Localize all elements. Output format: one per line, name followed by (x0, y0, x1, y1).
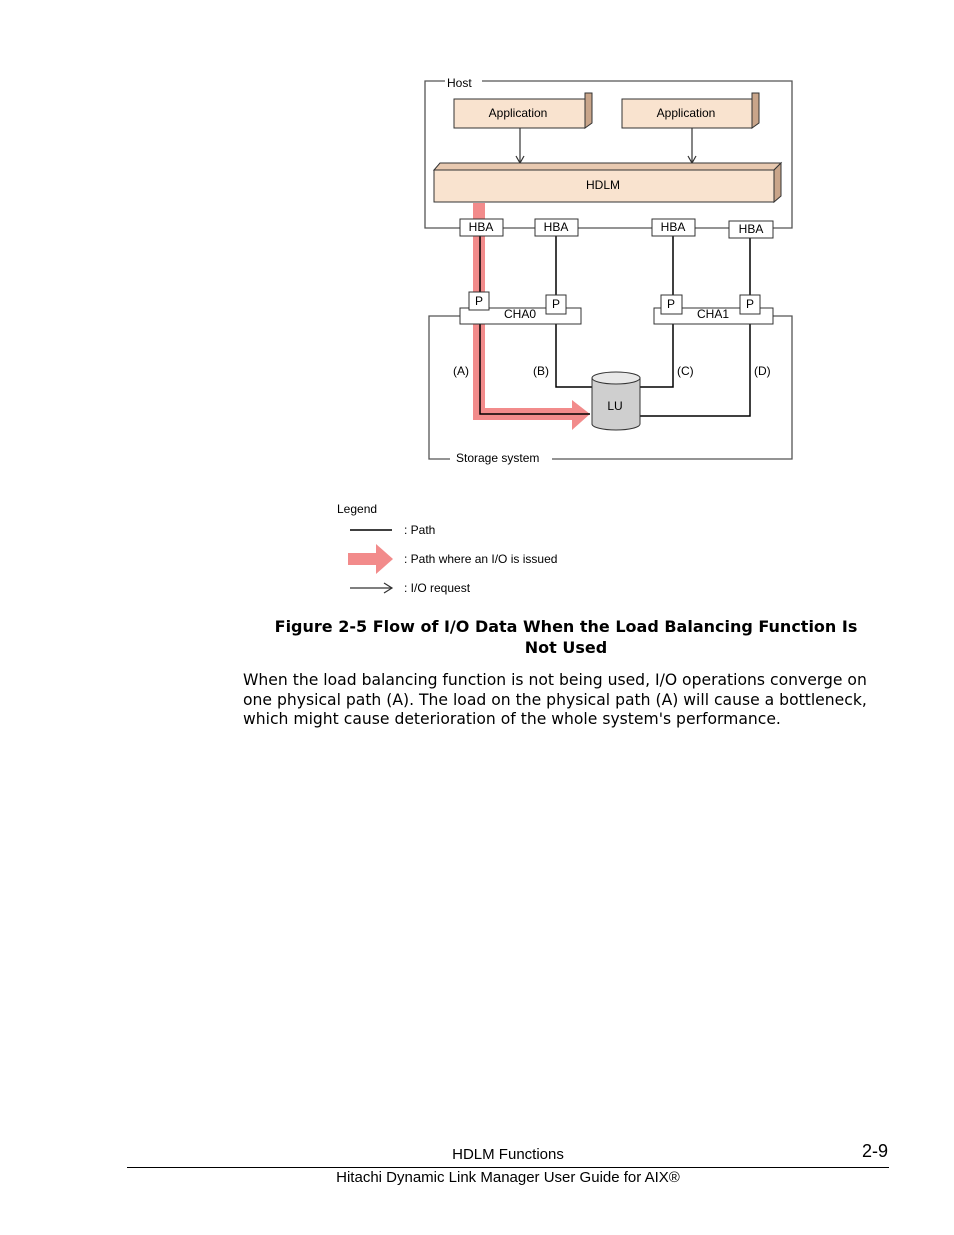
svg-text:P: P (745, 297, 755, 311)
hba-3 (652, 219, 695, 236)
application-label-1: Application (488, 106, 548, 120)
cha1-label: CHA1 (696, 307, 730, 321)
path-label-d: (D) (754, 364, 771, 378)
hba-4 (729, 221, 773, 238)
hdlm-label: HDLM (585, 178, 621, 192)
footer-divider (127, 1167, 889, 1168)
legend (337, 502, 557, 595)
body-paragraph: When the load balancing function is not being used, I/O operations converge on one physical path (A). The load on the physical path (A) will cause a bottleneck, which might cause deterioration of the whole system's performance. (243, 671, 867, 729)
io-request-arrows (516, 128, 696, 163)
svg-text:HBA: HBA (468, 220, 494, 234)
svg-text:HBA: HBA (543, 220, 569, 234)
application-box-2 (622, 93, 759, 128)
lu-cylinder (592, 372, 640, 430)
figure-caption: Figure 2-5 Flow of I/O Data When the Load Balancing Function Is Not Used (274, 617, 858, 657)
legend-io-path-arrow (348, 544, 393, 574)
legend-io-path-label: : Path where an I/O is issued (404, 552, 558, 566)
path-label-b: (B) (533, 364, 549, 378)
svg-text:P: P (666, 297, 676, 311)
port-2 (546, 295, 566, 314)
lu-label: LU (607, 399, 623, 413)
legend-title: Legend (337, 502, 378, 516)
legend-io-request-label: : I/O request (404, 581, 471, 595)
path-label-a: (A) (453, 364, 469, 378)
application-label-2: Application (656, 106, 716, 120)
hba-2 (535, 219, 578, 236)
port-1 (469, 292, 489, 310)
path-label-c: (C) (677, 364, 694, 378)
hba-1 (460, 219, 503, 236)
svg-text:P: P (551, 297, 561, 311)
port-4 (740, 295, 760, 314)
application-box-1 (454, 93, 592, 128)
storage-label: Storage system (456, 451, 540, 465)
cha0-label: CHA0 (503, 307, 537, 321)
svg-text:HBA: HBA (660, 220, 686, 234)
legend-io-request-arrow (350, 583, 392, 593)
footer-book-title: Hitachi Dynamic Link Manager User Guide for AIX® (336, 1169, 680, 1186)
footer-section-title: HDLM Functions (452, 1146, 564, 1163)
page-number: 2-9 (861, 1141, 888, 1161)
io-flow-diagram (320, 70, 800, 610)
svg-text:P: P (474, 294, 484, 308)
legend-path-label: : Path (404, 523, 436, 537)
svg-text:HBA: HBA (738, 222, 764, 236)
port-3 (661, 295, 682, 314)
hdlm-box (434, 163, 781, 202)
host-label: Host (447, 76, 472, 90)
physical-paths (556, 236, 750, 416)
